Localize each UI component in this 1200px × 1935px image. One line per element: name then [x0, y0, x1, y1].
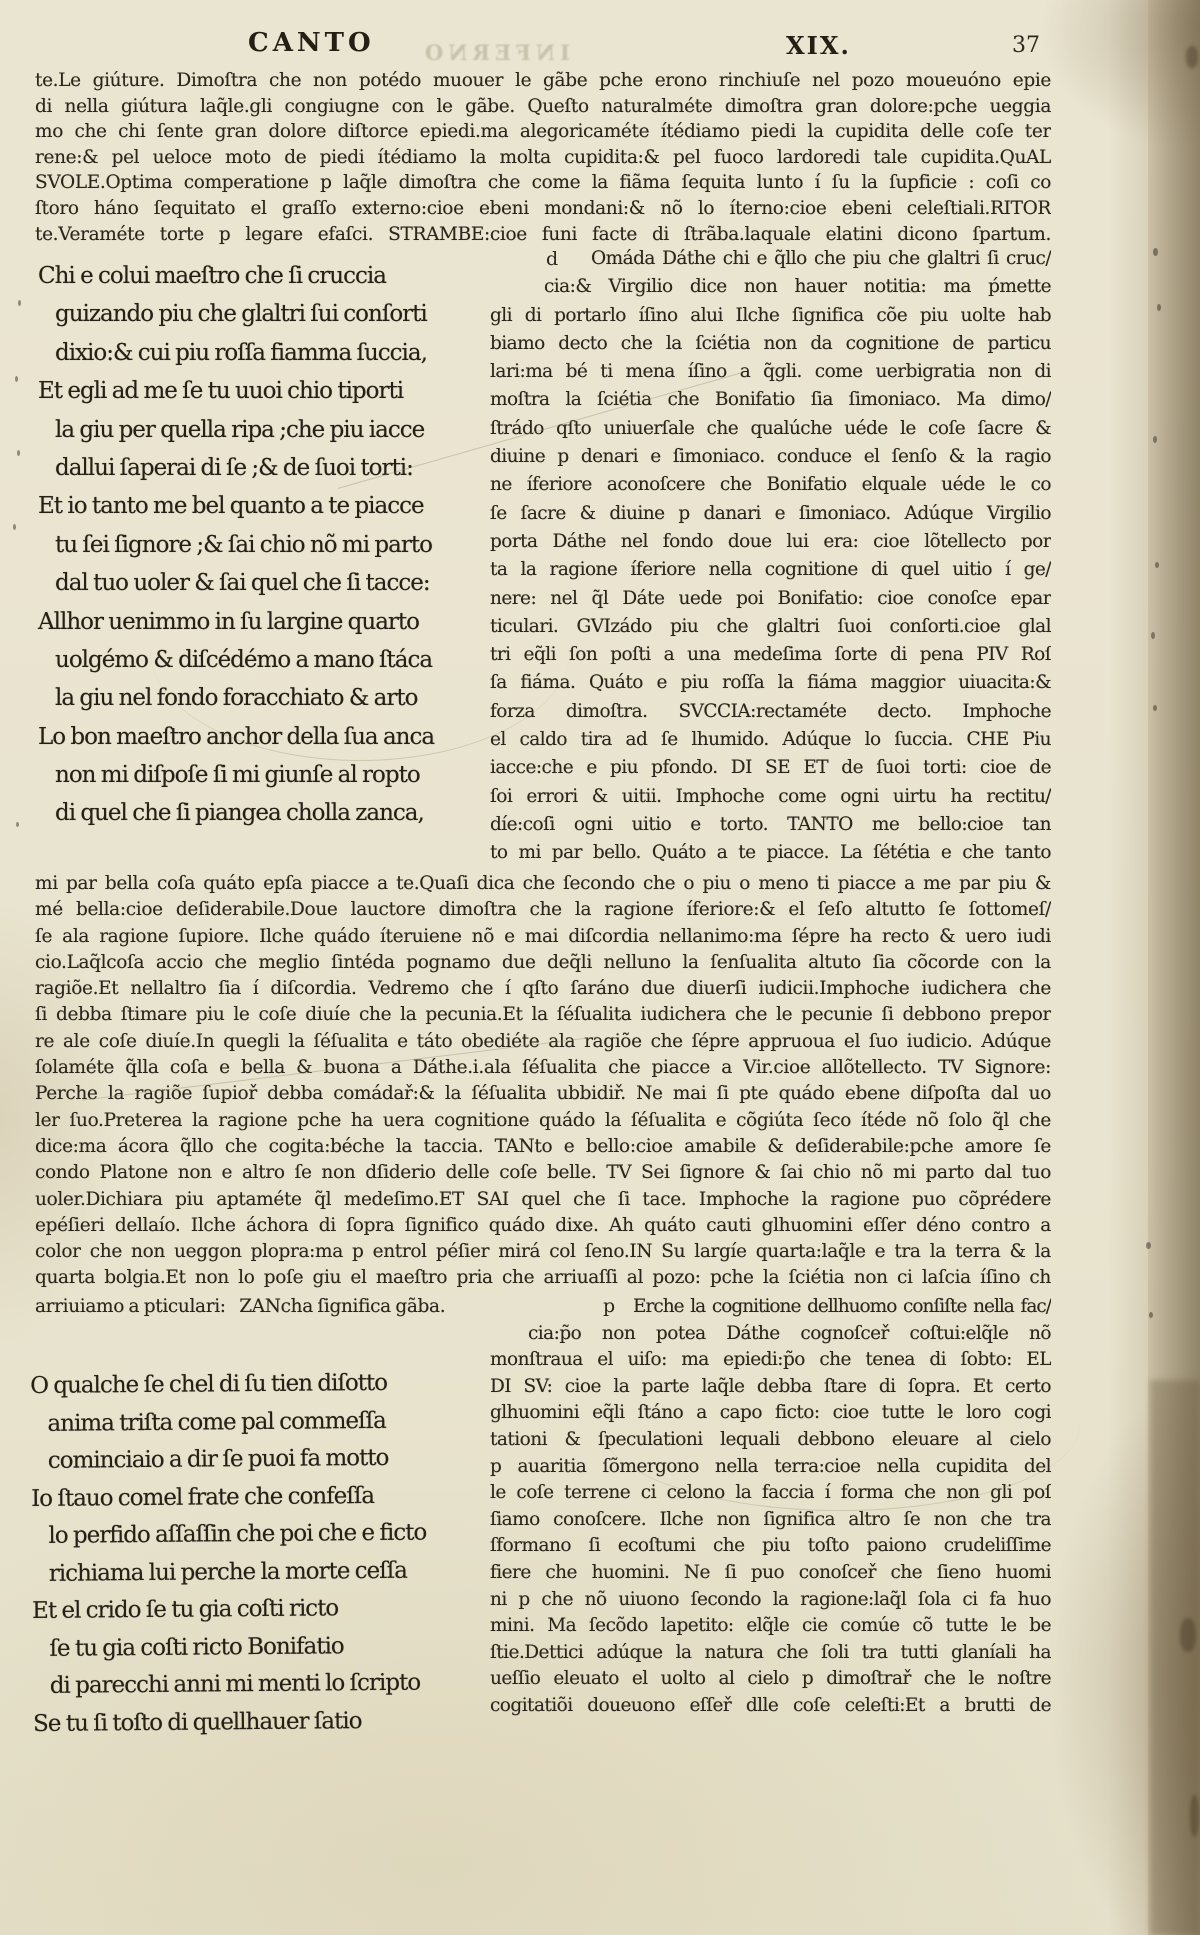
text-line: mo che chi ſente gran dolore diſtorce epiedi.ma alegoricaméte ítédiamo piedi la cupidita delle coſe ter	[35, 121, 1051, 143]
text-line: te.Veraméte torte p legare efaſci. STRAMBE:cioe funi facte di ſtrãba.laquale elatini dicono ſpartum.	[35, 223, 1051, 245]
text-line: epéſieri dellaío. Ilche áchora di ſopra ſignifico quádo dixe. Ah quáto cauti glhuomini eſſer déno contro a	[35, 1214, 1051, 1236]
middle-commentary-block	[35, 871, 1051, 1292]
showthrough-inferno-text: INFERNO	[420, 40, 570, 65]
text-line: lari:ma bé ti mena íſino a q̃gli. come uerbigratia non di	[490, 361, 1051, 383]
text-line: guizando piu che glaltri ſui conſorti	[55, 301, 427, 328]
text-line: díe:coſi ogni uitio e torto. TANTO me bello:cioe tan	[490, 813, 1051, 835]
text-line: Omáda Dáthe chi e q̃llo che piu che glaltri ſi cruc/	[591, 248, 1051, 269]
ink-speck	[1146, 1242, 1151, 1249]
text-line: ſolaméte q̃lla coſa e bella & buona a Dáthe.i.ala ſéſualita che piacce a Vir.cioe allõtellecto. TV Signore:	[35, 1057, 1051, 1079]
text-line: condo Platone non e altro ſe non dſiderio delle coſe belle. TV Sei ſignore & ſai chio nõ mi parto dal tuo	[35, 1162, 1051, 1184]
text-line: ticulari. GVIzádo piu che glaltri ſuoi conſorti.cioe glal	[490, 615, 1051, 637]
text-line: monſtraua el uiſo: ma epiedi:p̃o che tenea di ſobto: EL	[490, 1349, 1051, 1371]
text-line: Et io tanto me bel quanto a te piacce	[38, 493, 424, 520]
guide-letter-p: p	[603, 1295, 615, 1317]
text-line: DI SV: cioe la parte laq̃le debba ſtare di ſopra. Et certo	[490, 1375, 1051, 1397]
text-line: dallui ſaperai di ſe ;& de ſuoi torti:	[55, 454, 413, 481]
text-line: richiama lui perche la morte ceſſa	[48, 1557, 408, 1587]
text-line: Chi e colui maeſtro che ſi cruccia	[38, 263, 386, 289]
text-line: la giu nel fondo foracchiato & arto	[55, 685, 418, 712]
text-line: cio.Laq̃lcoſa accio che meglio ſintéda pognamo due deq̃li nelluno la ſenſualita altuto ſia cõcorde con la	[35, 951, 1051, 973]
ink-stain	[1180, 1618, 1196, 1652]
guide-letter-d: d	[546, 248, 558, 270]
text-line: di nella giútura laq̃le.gli congiugne con le gãbe. Queſto naturalméte dimoſtra gran dolore:pche ueggia	[35, 95, 1051, 117]
text-line: mini. Ma ſecõdo lapetito: elq̃le cie comúe cõ tutte le be	[490, 1615, 1051, 1637]
ink-speck	[13, 524, 16, 530]
text-line: moſtra la ſciétia che Bonifatio ſia ſimoniaco. Ma dimo/	[490, 389, 1051, 411]
poem-tercets-bottom	[30, 1365, 428, 1743]
ink-speck	[1153, 436, 1157, 443]
text-line: O qualche ſe chel di ſu tien diſotto	[30, 1369, 388, 1399]
running-title-canto: CANTO	[248, 28, 375, 58]
text-line: cia:p̃o non potea Dáthe cognoſceř coſtui:elq̃le nõ	[528, 1322, 1051, 1344]
text-line: ſe ala ragione ſupiore. Ilche quádo íteruiene nõ e mai diſcordia nellanimo:ma ſépre ha recto & uero iudi	[35, 925, 1051, 947]
text-line: cominciaio a dir ſe puoi fa motto	[47, 1444, 389, 1474]
text-line: te.Le giúture. Dimoſtra che non potédo muouer le gãbe pche erono rinchiuſe nel pozo moueuóno epie	[35, 70, 1051, 91]
ink-stain	[1186, 46, 1198, 68]
scratch-arc	[150, 540, 570, 761]
text-line: ſa fiáma. Quáto e piu roſſa la fiáma maggior uiuacita:&	[490, 672, 1051, 694]
text-line: biamo decto che la ſciétia non da cognitione de particu	[490, 332, 1051, 354]
text-line: tu ſei ſignore ;& ſai chio nõ mi parto	[55, 531, 432, 558]
middle-commentary-closing-line: arriuiamo a pticulari: ZANcha ſignifica gãba.	[35, 1296, 446, 1317]
text-line: la giu per quella ripa ;che piu iacce	[55, 416, 425, 443]
text-line: Perche la ragiõe ſupioř debba comádař:& la ſéſualita ubbidiř. Ne mai ſi pte quádo ebene diſpoſta dal uo	[35, 1083, 1051, 1105]
text-line: ni p che nõ uiuono ſecondo la ragione:laq̃l ſola ci fa huo	[490, 1588, 1051, 1610]
scratch-arc	[600, 1340, 1080, 1511]
text-line: Se tu ſi toſto di quellhauer ſatio	[32, 1707, 362, 1737]
ink-speck	[17, 450, 20, 456]
text-line: Allhor uenimmo in ſu largine quarto	[38, 608, 419, 635]
text-line: glhuomini eq̃li ſtáno a capo ficto: cioe tutte le loro cogi	[490, 1402, 1051, 1424]
text-line: mé bella:cioe deſiderabile.Doue lauctore dimoſtra che la ragione íferiore:& el ſeſo altutto ſe ſottomeſ/	[35, 899, 1051, 921]
text-line: SVOLE.Optima comperatione p laq̃le dimoſtra che come la fiãma ſequita lunto í ſu la ſupficie : coſi co	[35, 172, 1051, 194]
text-line: Lo bon maeſtro anchor della ſua anca	[38, 723, 435, 750]
ink-speck	[1153, 248, 1158, 256]
text-line: ſe tu gia coſti ricto Bonifatio	[49, 1632, 344, 1662]
text-line: ſe ſacre & diuine p danari e ſimoniaco. Adúque Virgilio	[490, 502, 1051, 524]
text-line: uoler.Dichiara piu aptaméte q̃l medeſimo.ET SAI quel che ſi tace. Imphoche la ragione puo cõprédere	[35, 1188, 1051, 1210]
text-line: to mi par bello. Quáto a te piacce. La ſététia e che tanto	[490, 842, 1051, 864]
folio-number: 37	[1012, 33, 1040, 58]
text-line: ueſſio eleuato el uolto al cielo p dimoſtrař che le noſtre	[490, 1668, 1051, 1690]
ink-speck	[1155, 562, 1159, 568]
text-line: ſtoro háno ſequitato el graſſo externo:cioe ebeni mondani:& nõ lo íterno:cioe ebeni celeſtiali.RITOR	[35, 197, 1051, 219]
text-line: color che non ueggon plopra:ma p entrol péſier mirá col ſeno.IN Su largíe quarta:laq̃le e tra la terra & la	[35, 1241, 1051, 1263]
ink-speck	[1153, 705, 1157, 711]
text-line: ſoi errori & uitii. Imphoche come ogni uirtu ha rectitu/	[490, 785, 1051, 807]
text-line: rene:& pel ueloce moto de piedi ítédiamo la molta cupidita:& pel fuoco lardoredi tale cupidita.QuAL	[35, 146, 1051, 168]
text-line: dal tuo uoler & ſai quel che ſi tacce:	[55, 570, 430, 597]
text-line: ſiamo conoſcere. Ilche non ſignifica altro ſe non che tra	[490, 1508, 1051, 1530]
text-line: gli di portarlo íſino alui Ilche ſignifica cõe piu uolte hab	[490, 304, 1051, 326]
text-line: fiere che huomini. Ne ſi puo conoſceř che ſieno huomi	[490, 1561, 1051, 1583]
ink-stain	[1190, 1795, 1199, 1837]
text-line: Et egli ad me ſe tu uuoi chio tiporti	[38, 378, 404, 405]
top-commentary-block	[35, 68, 1051, 247]
ink-speck	[16, 822, 19, 827]
text-line: ne íferiore aconoſcere che Bonifatio elquale uéde le co	[490, 474, 1051, 496]
text-line: Et el crido ſe tu gia coſti ricto	[32, 1595, 339, 1624]
text-line: mi par bella coſa quáto epſa piacce a te.Quaſi dica che ſecondo che o piu o meno ti piacce a me par piu &	[35, 873, 1051, 894]
text-line: ſtrádo qſto uniuerſale che qualúche uéde le coſe ſacre &	[490, 417, 1051, 439]
ink-speck	[1149, 1312, 1153, 1318]
text-line: p auaritia ſõmergono nella terra:cioe nella cupidita del	[490, 1455, 1051, 1477]
text-line: ſi debba ſtimare piu le coſe diuíe che la pecunia.Et la ſéſualita iudichera che le pecunie ſi debbono prepor	[35, 1004, 1051, 1026]
running-title-canto-number: XIX.	[786, 31, 851, 60]
commentary-column-main	[490, 245, 1051, 868]
commentary-lines	[490, 245, 1051, 868]
text-line: porta Dáthe nel fondo doue lui era: cioe lõtellecto por	[490, 530, 1051, 552]
text-line: lo perfido aſſaſſin che poi che e ficto	[48, 1519, 427, 1549]
text-line: ler ſuo.Preterea la ragione pche ha uera cognitione quádo la ſéſualita e cõgiúta ſeco ítéde nõ ſolo q̃l che	[35, 1109, 1051, 1131]
text-line: dixio:& cui piu roſſa fiamma ſuccia,	[55, 339, 427, 366]
text-line: iacce:che e piu pfondo. DI SE ET de ſuoi torti: cioe de	[490, 757, 1051, 779]
text-line: ſtie.Dettici adúque la natura che ſoli tra tutti glaníali ha	[490, 1641, 1051, 1663]
text-line: ſformano ſi ecoſtumi che piu toſto paiono crudeliſſime	[490, 1535, 1051, 1557]
text-line: nere: nel q̃l Dáte uede poi Bonifatio: cioe conoſce epar	[490, 587, 1051, 609]
text-line: Erche la cognitione dellhuomo conſiſte nella fac/	[633, 1296, 1051, 1317]
ink-speck	[18, 300, 21, 306]
text-line: ta la ragione íferiore nella cognitione di quel uitio í ge/	[490, 559, 1051, 581]
text-line: quarta bolgia.Et non lo poſe giu el maeſtro pria che arriuaſſi al pozo: pche la ſciétia non ci laſcia íſino ch	[35, 1267, 1051, 1289]
text-line: dice:ma ácora q̃llo che cogita:béche la taccia. TANto e bello:cioe amabile & deſiderabile:pche amore ſe	[35, 1135, 1051, 1157]
ink-speck	[15, 376, 18, 382]
ink-speck	[1151, 632, 1155, 639]
text-line: di quel che ſi piangea cholla zanca,	[55, 800, 424, 827]
text-line: tationi & ſpeculationi lequali debbono eleuare al cielo	[490, 1428, 1051, 1450]
text-line: el caldo tira ad ſe lhumido. Adúque lo ſuccia. CHE Piu	[490, 729, 1051, 751]
text-line: re ale coſe diuíe.In quegli la ſéſualita e táto obediéte ala ragiõe che ſépre appruoua el ſuo iudicio. Adúque	[35, 1030, 1051, 1052]
text-line: tri eq̃li ſon poſti a una medeſima ſorte di pena PIV Roſ	[490, 644, 1051, 666]
text-line: le coſe terrene ci celono la faccia í forma che non gli poſ	[490, 1482, 1051, 1504]
text-line: Io ſtauo comel frate che confeſſa	[31, 1482, 375, 1512]
text-line: cogitatiõi doueuono eſſeř dlle coſe celeſti:Et a brutti de	[490, 1694, 1051, 1716]
text-line: diuine p denari e ſimoniaco. conduce el ſenſo & la ragio	[490, 446, 1051, 468]
text-line: non mi diſpoſe ſi mi giunſe al ropto	[55, 762, 420, 789]
text-line: ragiõe.Et nellaltro ſia í diſcordia. Vedremo che í qſto ſaráno due diuerſi iudicii.Imphoche iudichera che	[35, 978, 1051, 1000]
text-line: cia:& Virgilio dice non hauer notitia: ma ṕmette	[544, 276, 1051, 298]
text-line: anima triſta come pal commeſſa	[47, 1407, 386, 1437]
page-edge-shadow-dark	[1150, 1380, 1200, 1935]
ink-speck	[1157, 304, 1161, 311]
text-line: uolgémo & diſcédémo a mano ſtáca	[55, 646, 433, 673]
text-line: di parecchi anni mi menti lo ſcripto	[49, 1669, 421, 1699]
text-line: forza dimoſtra. SVCCIA:rectaméte decto. Imphoche	[490, 700, 1051, 722]
